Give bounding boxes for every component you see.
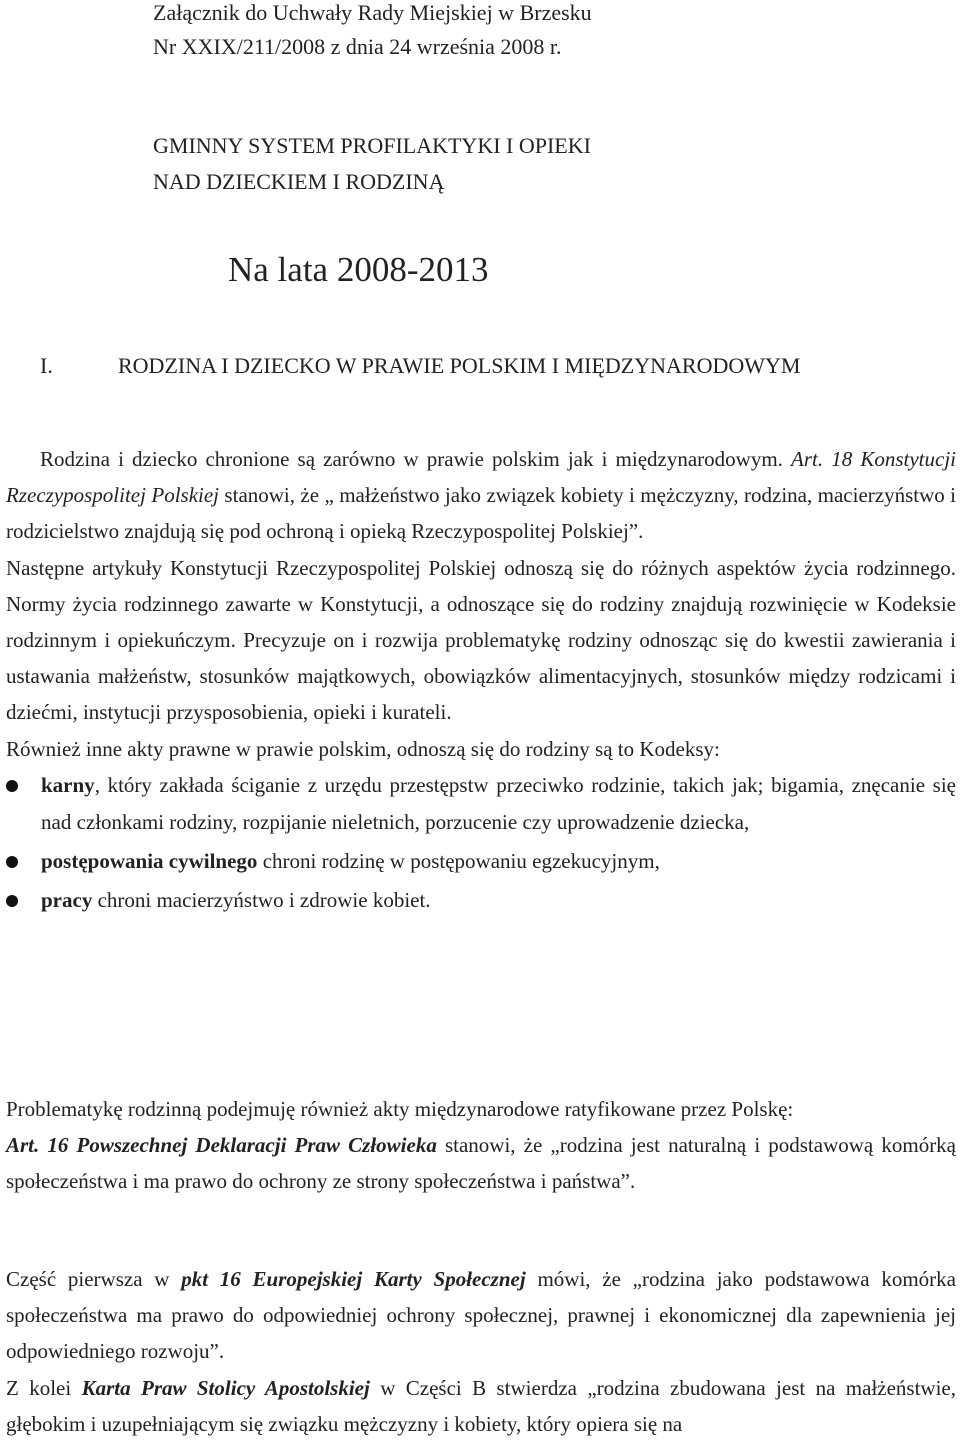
body-text-block-1 xyxy=(6,441,956,921)
bullet-icon xyxy=(6,856,18,868)
paragraph-international: Problematykę rodzinną podejmuję również akty międzynarodowe ratyfikowane przez Polskę: Art. 16 Powszechnej Deklaracji Praw Człowieka stanowi, że „rodzina jest naturalną i podstawową komórką społeczeństwa i ma prawo do ochrony ze strony społeczeństwa i państwa”. xyxy=(6,1097,957,1194)
bullet-icon xyxy=(6,780,18,792)
udhr-reference: Art. 16 Powszechnej Deklaracji Praw Człowieka xyxy=(6,1133,437,1158)
paragraph-codes-intro: Również inne akty prawne w prawie polskim, odnoszą się do rodziny są to Kodeksy: xyxy=(6,736,720,761)
list-item: postępowania cywilnego chroni rodzinę w postępowaniu egzekucyjnym, xyxy=(6,843,956,880)
list-item: karny, który zakłada ściganie z urzędu przestępstw przeciwko rodzinie, takich jak; bigamia, znęcanie się nad członkami rodziny, rozpijanie nieletnich, porzucenie czy uprowadzenie dziecka, xyxy=(6,767,956,841)
paragraph-holy-see-charter: Z kolei Karta Praw Stolicy Apostolskiej w Części B stwierdza „rodzina zbudowana jest na małżeństwie, głębokim i uzupełniającym się związku mężczyzny i kobiety, który opiera się na xyxy=(6,1375,956,1436)
attachment-header-line1: Załącznik do Uchwały Rady Miejskiej w Brzesku xyxy=(153,0,592,25)
document-title-line1: GMINNY SYSTEM PROFILAKTYKI I OPIEKI xyxy=(153,133,591,158)
document-title-line2: NAD DZIECKIEM I RODZINĄ xyxy=(153,169,445,194)
social-charter-reference: pkt 16 Europejskiej Karty Społecznej xyxy=(181,1267,526,1291)
paragraph-family-code: Następne artykuły Konstytucji Rzeczypospolitej Polskiej odnoszą się do różnych aspektów życia rodzinnego. Normy życia rodzinnego zawarte w Konstytucji, a odnoszące się do rodziny znajdują rozwinięcie w Kodeksie rodzinnym i opiekuńczym. Precyzuje on i rozwija problematykę rodziny odnosząc się do kwestii zawierania i ustawania małżeństw, stosunków majątkowych, obowiązków alimentacyjnych, stosunków między rodzicami i dziećmi, instytucji przysposobienia, opieki i kurateli. xyxy=(6,555,956,725)
list-item: pracy chroni macierzyństwo i zdrowie kobiet. xyxy=(6,882,956,919)
document-years: Na lata 2008-2013 xyxy=(228,250,489,289)
constitution-reference: Art. 18 Konstytucji Rzeczypospolitej Polskiej xyxy=(6,447,956,508)
paragraph-constitution: Rodzina i dziecko chronione są zarówno w prawie polskim jak i międzynarodowym. Art. 18 Konstytucji Rzeczypospolitej Polskiej stanowi, że „ małżeństwo jako związek kobiety i mężczyzny, rodzina, macierzyństwo i rodzicielstwo znajdują się pod ochroną i opieką Rzeczypospolitej Polskiej”. xyxy=(6,447,956,544)
body-text-block-3 xyxy=(6,1261,956,1442)
section-number: I. xyxy=(40,353,53,378)
bullet-icon xyxy=(6,895,18,907)
attachment-header-line2: Nr XXIX/211/2008 z dnia 24 września 2008 r. xyxy=(153,34,562,59)
section-heading: RODZINA I DZIECKO W PRAWIE POLSKIM I MIĘDZYNARODOWYM xyxy=(118,353,801,378)
holy-see-charter-reference: Karta Praw Stolicy Apostolskiej xyxy=(81,1375,370,1400)
body-text-block-2 xyxy=(6,1091,956,1200)
paragraph-social-charter: Część pierwsza w pkt 16 Europejskiej Karty Społecznej mówi, że „rodzina jako podstawowa komórka społeczeństwa ma prawo do odpowiedniej ochrony społecznej, prawnej i ekonomicznej dla zapewnienia jej odpowiedniego rozwoju”. xyxy=(6,1267,956,1364)
codes-list xyxy=(6,767,956,919)
